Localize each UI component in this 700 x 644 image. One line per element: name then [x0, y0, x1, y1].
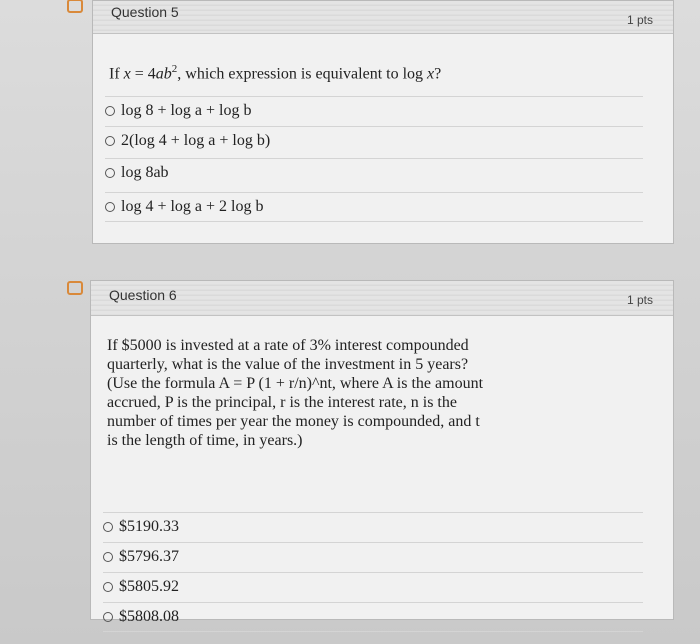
question-5-header	[93, 1, 673, 34]
radio-button[interactable]	[103, 522, 113, 532]
radio-button[interactable]	[103, 612, 113, 622]
question-5-title: Question 5	[111, 4, 179, 20]
answer-label: $5808.08	[119, 608, 179, 625]
radio-button[interactable]	[103, 552, 113, 562]
radio-button[interactable]	[105, 106, 115, 116]
answer-option[interactable]	[105, 192, 643, 222]
flag-icon[interactable]	[67, 281, 83, 295]
question-6-points: 1 pts	[626, 293, 653, 307]
answer-option[interactable]	[103, 572, 643, 601]
answer-label: $5190.33	[119, 518, 179, 535]
question-6-title: Question 6	[109, 287, 177, 303]
question-5-prompt: If $x = 4ab^2$, which expression is equivalent to log x?	[109, 63, 442, 83]
prompt-line: (Use the formula A = P (1 + r/n)^nt, where A is the amount	[107, 375, 484, 392]
prompt-line: quarterly, what is the value of the investment in 5 years?	[107, 356, 469, 373]
prompt-line: number of times per year the money is compounded, and t	[107, 413, 480, 430]
answer-label: $5805.92	[119, 578, 179, 595]
prompt-line: is the length of time, in years.)	[107, 432, 303, 449]
answer-option[interactable]	[103, 542, 643, 571]
question-6-header	[91, 281, 673, 316]
answer-option[interactable]	[103, 602, 643, 632]
answer-option[interactable]	[103, 512, 643, 541]
answer-label: log 4 + log a + 2 log b	[121, 198, 264, 215]
question-6-prompt	[107, 336, 577, 450]
question-5-points: 1 pts	[626, 13, 653, 27]
answer-label: $5796.37	[119, 548, 179, 565]
question-6-card	[90, 280, 674, 625]
radio-button[interactable]	[105, 168, 115, 178]
prompt-line: If $5000 is invested at a rate of 3% interest compounded	[107, 337, 469, 354]
flag-icon[interactable]	[67, 0, 83, 13]
answer-option[interactable]	[105, 126, 643, 155]
prompt-line: accrued, P is the principal, r is the interest rate, n is the	[107, 394, 457, 411]
answer-option[interactable]	[105, 96, 643, 125]
radio-button[interactable]	[105, 136, 115, 146]
answer-label: log 8ab	[121, 164, 169, 181]
answer-option[interactable]	[105, 158, 643, 187]
radio-button[interactable]	[105, 202, 115, 212]
radio-button[interactable]	[103, 582, 113, 592]
question-5-card	[92, 0, 674, 244]
answer-label: log 8 + log a + log b	[121, 102, 252, 119]
answer-label: 2(log 4 + log a + log b)	[121, 132, 271, 149]
